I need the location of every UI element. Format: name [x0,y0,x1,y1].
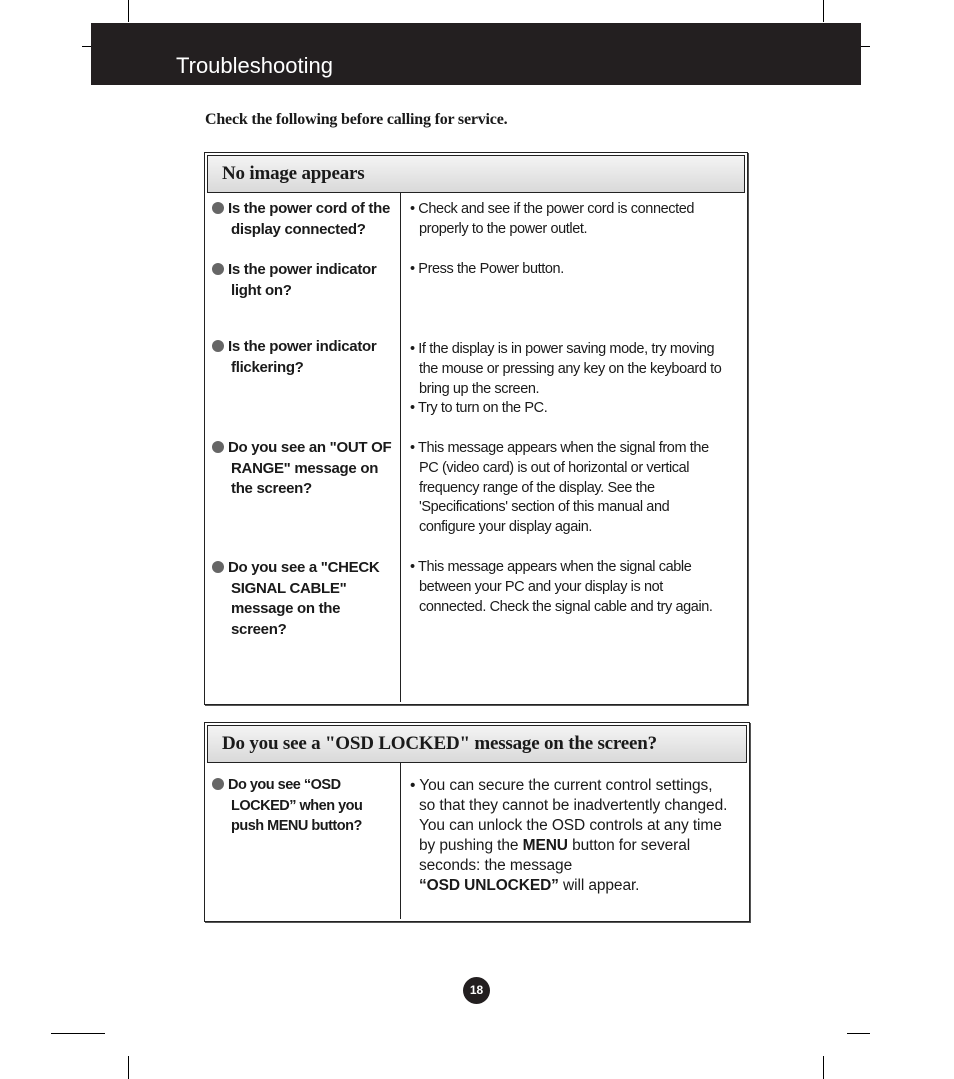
crop-mark [128,1056,129,1079]
bullet-icon [212,441,224,453]
header-bar [91,23,861,85]
crop-mark [128,0,129,22]
answer-power-cord: • Check and see if the power cord is connected properly to the power outlet. [410,201,695,237]
crop-mark [860,46,870,47]
crop-mark [823,1056,824,1079]
question-check-signal-cable: Do you see a "CHECK SIGNAL CABLE" message on the screen? [212,558,402,640]
panel-heading: Do you see a "OSD LOCKED" message on the screen? [207,725,747,763]
question-out-of-range: Do you see an "OUT OF RANGE" message on the screen? [212,438,402,500]
answer-check-signal-cable: • This message appears when the signal cable between your PC and your display is not connected. Check the signal cable and try again. [410,559,713,615]
page-title: Troubleshooting [176,53,333,78]
crop-mark [51,1033,105,1034]
question-power-indicator: Is the power indicator light on? [212,260,402,301]
osd-locked-panel [204,722,750,922]
bullet-icon [212,561,224,573]
answer-power-flickering: • If the display is in power saving mode, try moving the mouse or pressing any key on the keyboard to bring up the screen. • Try to turn on the PC. [410,341,722,417]
bullet-icon [212,263,224,275]
no-image-panel [204,152,748,705]
intro-text: Check the following before calling for service. [205,111,508,128]
osd-unlocked-keyword: “OSD UNLOCKED” [419,877,559,894]
answer-power-indicator: • Press the Power button. [410,261,564,277]
page-number: 18 [463,977,490,1004]
crop-mark [823,0,824,22]
crop-mark [847,1033,870,1034]
bullet-icon [212,778,224,790]
panel-heading: No image appears [207,155,745,193]
bullet-icon [212,340,224,352]
answer-osd-locked: • You can secure the current control settings, so that they cannot be inadvertently changed. You can unlock the OSD controls at any time by pushing the MENU button for several seconds: the message “OSD UNLOCKED” will appear. [410,777,728,894]
question-osd-locked: Do you see “OSD LOCKED” when you push MENU button? [212,775,402,837]
menu-keyword: MENU [522,837,568,854]
bullet-icon [212,202,224,214]
question-power-flickering: Is the power indicator flickering? [212,337,402,378]
question-power-cord: Is the power cord of the display connected? [212,199,402,240]
answer-out-of-range: • This message appears when the signal from the PC (video card) is out of horizontal or vertical frequency range of the display. See the 'Specifications' section of this manual and configure your display again. [410,440,709,536]
